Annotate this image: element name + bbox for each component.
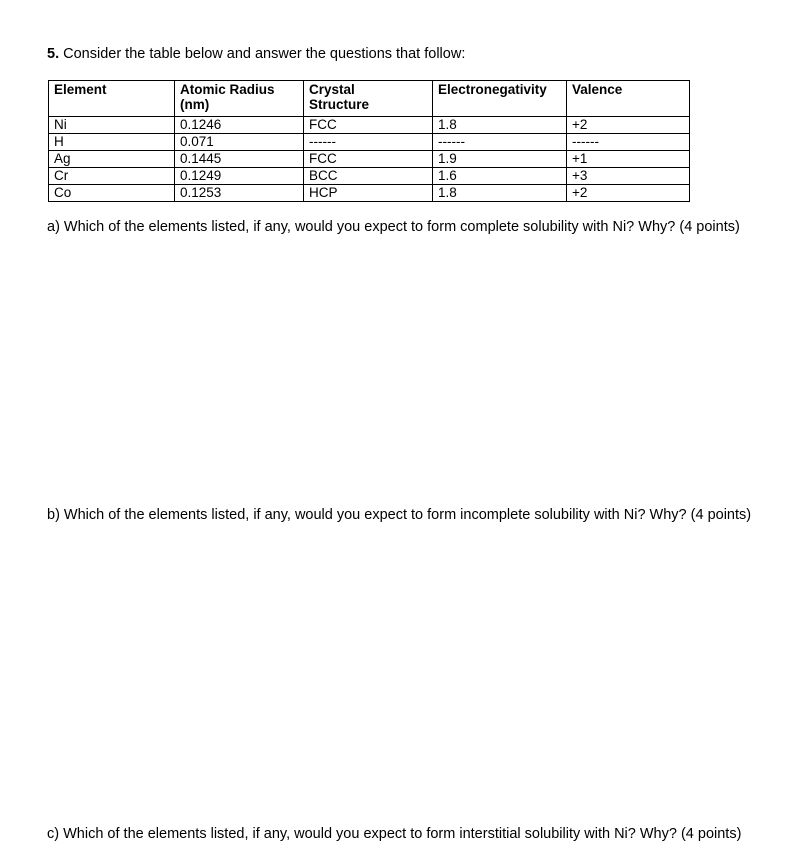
table-row [49,168,690,185]
cell-valence: +1 [567,151,690,168]
cell-element: H [49,134,175,151]
cell-radius: 0.071 [175,134,304,151]
table-row [49,117,690,134]
cell-element: Cr [49,168,175,185]
cell-structure: ------ [304,134,433,151]
cell-structure: FCC [304,151,433,168]
question-c: c) Which of the elements listed, if any, would you expect to form interstitial solubility with Ni? Why? (4 points) [47,826,742,842]
cell-valence: ------ [567,134,690,151]
cell-electronegativity: ------ [433,134,567,151]
element-properties-table [48,80,690,202]
problem-intro: Consider the table below and answer the questions that follow: [63,46,466,62]
question-b: b) Which of the elements listed, if any, would you expect to form incomplete solubility with Ni? Why? (4 points) [47,507,752,523]
cell-element: Ag [49,151,175,168]
cell-element: Co [49,185,175,202]
cell-structure: FCC [304,117,433,134]
cell-electronegativity: 1.6 [433,168,567,185]
table-row [49,134,690,151]
header-electronegativity: Electronegativity [433,81,567,117]
header-atomic-radius: Atomic Radius (nm) [175,81,304,117]
header-valence: Valence [567,81,690,117]
problem-number: 5. [47,46,60,62]
header-element: Element [49,81,175,117]
table-row [49,185,690,202]
header-crystal-structure: Crystal Structure [304,81,433,117]
cell-radius: 0.1246 [175,117,304,134]
cell-electronegativity: 1.9 [433,151,567,168]
cell-electronegativity: 1.8 [433,185,567,202]
cell-structure: HCP [304,185,433,202]
cell-valence: +2 [567,117,690,134]
cell-electronegativity: 1.8 [433,117,567,134]
cell-radius: 0.1253 [175,185,304,202]
problem-heading [47,46,465,62]
cell-radius: 0.1445 [175,151,304,168]
table-header-row [49,81,690,117]
cell-valence: +2 [567,185,690,202]
cell-structure: BCC [304,168,433,185]
cell-radius: 0.1249 [175,168,304,185]
table-row [49,151,690,168]
cell-element: Ni [49,117,175,134]
question-a: a) Which of the elements listed, if any, would you expect to form complete solubility with Ni? Why? (4 points) [47,219,740,235]
cell-valence: +3 [567,168,690,185]
